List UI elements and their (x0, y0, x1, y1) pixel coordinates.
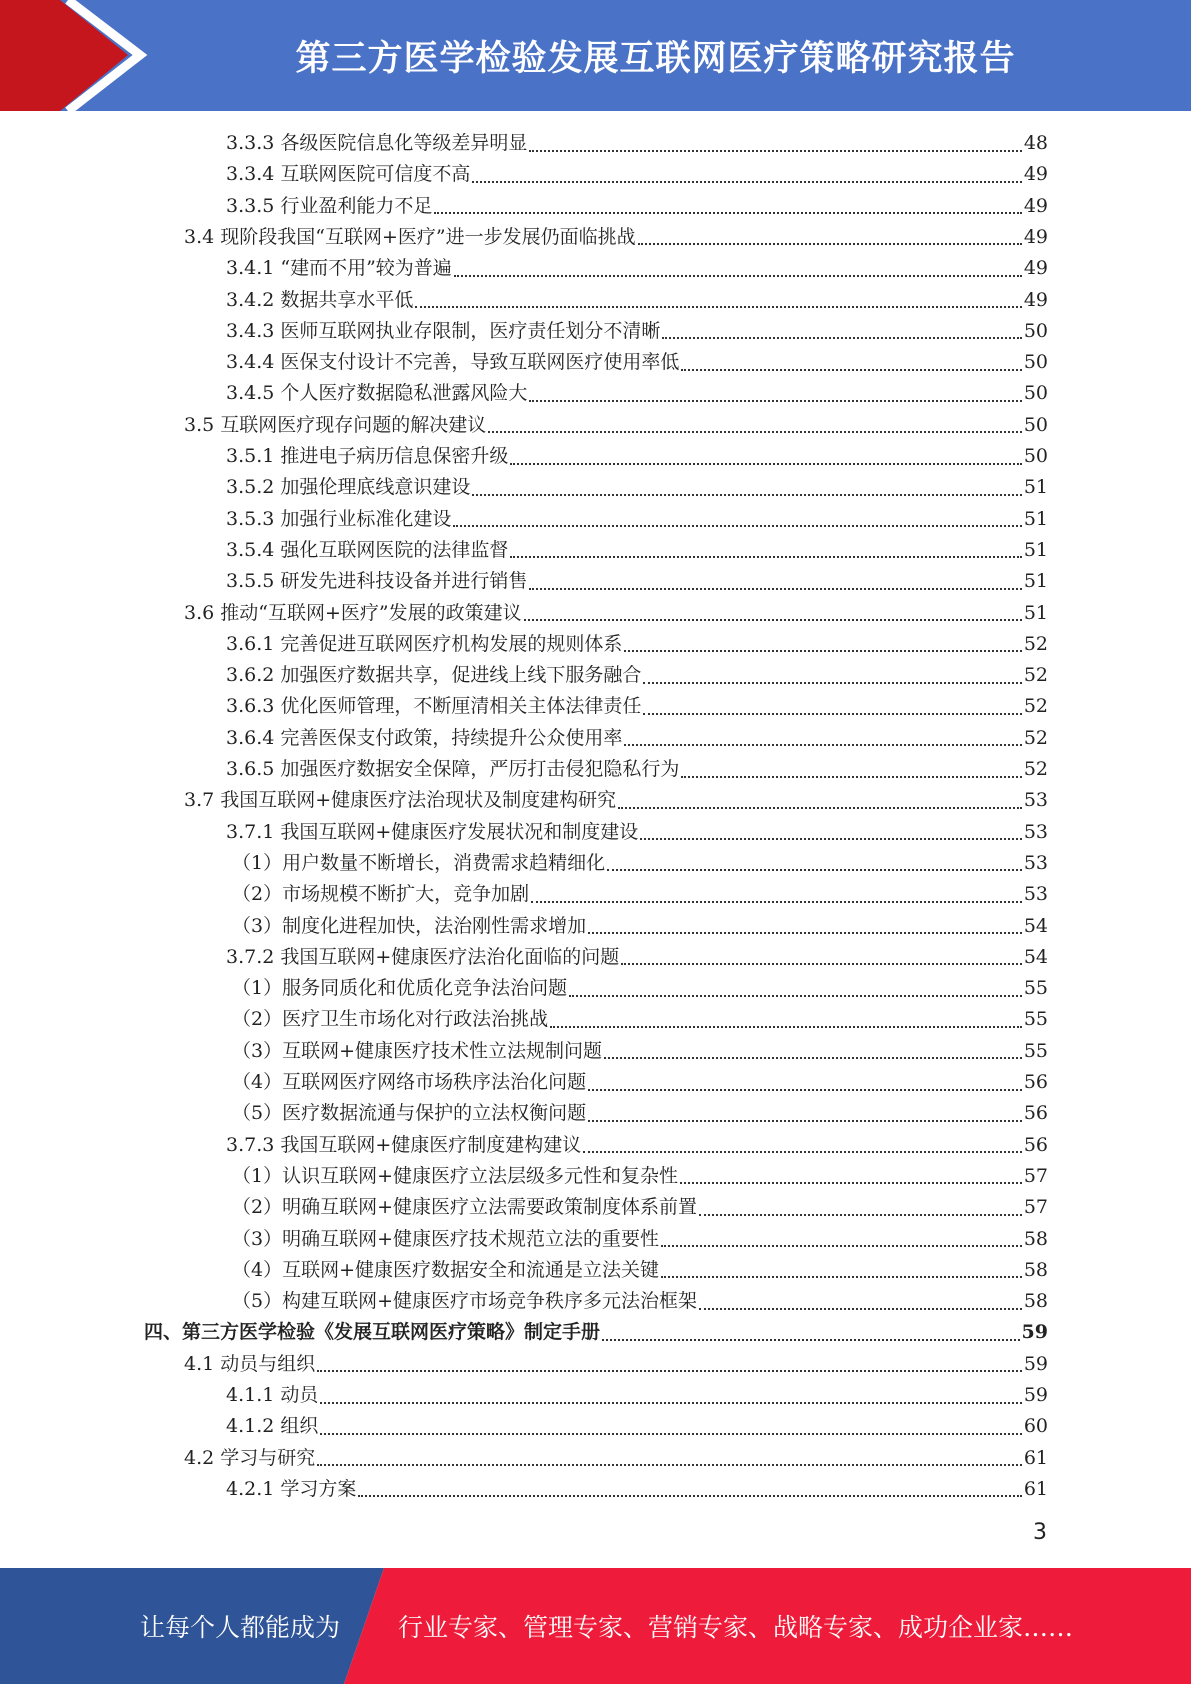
toc-entry[interactable] (232, 1286, 1048, 1317)
toc-entry-page: 48 (1023, 132, 1048, 154)
toc-dot-leader (588, 1089, 1022, 1091)
toc-entry[interactable] (226, 691, 1048, 722)
toc-entry-page: 49 (1023, 288, 1048, 311)
toc-dot-leader (681, 776, 1021, 778)
toc-entry-title: 3.7.2 我国互联网+健康医疗法治化面临的问题 (226, 945, 620, 968)
toc-dot-leader (643, 713, 1021, 715)
toc-entry-page: 49 (1023, 194, 1048, 217)
toc-entry[interactable] (232, 1255, 1048, 1286)
toc-entry-page: 57 (1023, 1196, 1048, 1219)
toc-dot-leader (638, 243, 1022, 245)
toc-entry[interactable] (232, 879, 1048, 910)
toc-entry-title: 3.5.5 研发先进科技设备并进行销售 (226, 570, 528, 593)
toc-entry[interactable] (232, 1192, 1048, 1223)
toc-entry-page: 60 (1023, 1415, 1048, 1438)
toc-entry-title: 4.2 学习与研究 (184, 1446, 316, 1469)
toc-dot-leader (317, 1370, 1022, 1372)
toc-entry-page: 56 (1023, 1133, 1048, 1156)
toc-entry-page: 53 (1023, 820, 1048, 843)
toc-entry-page: 54 (1023, 914, 1048, 937)
toc-entry-title: （3）互联网+健康医疗技术性立法规制问题 (232, 1039, 603, 1062)
toc-entry[interactable] (184, 598, 1048, 629)
toc-entry-title: 3.7.1 我国互联网+健康医疗发展状况和制度建设 (226, 820, 639, 843)
toc-entry-title: （2）市场规模不断扩大，竞争加剧 (232, 883, 530, 906)
toc-dot-leader (529, 150, 1021, 152)
toc-dot-leader (472, 494, 1021, 496)
toc-dot-leader (531, 901, 1022, 903)
toc-entry[interactable] (226, 472, 1048, 503)
toc-entry-title: 3.4.2 数据共享水平低 (226, 288, 414, 311)
toc-entry[interactable] (226, 629, 1048, 660)
toc-dot-leader (602, 1339, 1020, 1341)
toc-entry-title: 4.1.2 组织 (226, 1415, 319, 1438)
toc-entry[interactable] (226, 754, 1048, 785)
toc-entry[interactable] (184, 1443, 1048, 1474)
toc-dot-leader (569, 995, 1022, 997)
toc-entry-page: 52 (1023, 664, 1048, 687)
toc-entry-title: （3）明确互联网+健康医疗技术规范立法的重要性 (232, 1227, 660, 1250)
toc-entry[interactable] (226, 159, 1048, 190)
toc-entry-title: （1）用户数量不断增长，消费需求趋精细化 (232, 851, 606, 874)
toc-dot-leader (320, 1402, 1021, 1404)
toc-entry[interactable] (232, 1067, 1048, 1098)
toc-entry-title: 4.2.1 学习方案 (226, 1477, 357, 1500)
toc-entry[interactable] (226, 942, 1048, 973)
toc-entry[interactable] (232, 1004, 1048, 1035)
toc-entry-title: 3.3.4 互联网医院可信度不高 (226, 163, 471, 186)
toc-dot-leader (529, 400, 1021, 402)
toc-entry-title: 3.4.5 个人医疗数据隐私泄露风险大 (226, 382, 528, 405)
toc-entry-page: 59 (1021, 1321, 1048, 1344)
toc-entry-title: 3.5.1 推进电子病历信息保密升级 (226, 445, 509, 467)
page-header (0, 0, 1191, 111)
toc-entry-page: 59 (1023, 1384, 1048, 1406)
toc-entry-page: 50 (1023, 445, 1048, 467)
toc-dot-leader (510, 463, 1021, 465)
toc-entry-page: 53 (1023, 851, 1048, 874)
toc-entry-page: 49 (1023, 257, 1048, 280)
toc-dot-leader (524, 619, 1022, 621)
toc-entry[interactable] (226, 316, 1048, 347)
toc-entry-page: 52 (1023, 695, 1048, 718)
document-title: 第三方医学检验发展互联网医疗策略研究报告 (295, 38, 1016, 79)
toc-entry[interactable] (184, 410, 1048, 441)
toc-entry[interactable] (184, 222, 1048, 253)
footer-slogan-right: 行业专家、管理专家、营销专家、战略专家、成功企业家…… (398, 1613, 1074, 1642)
toc-entry[interactable] (226, 128, 1048, 159)
toc-entry[interactable] (232, 1098, 1048, 1129)
toc-entry-page: 51 (1023, 476, 1048, 499)
toc-dot-leader (434, 212, 1021, 214)
toc-entry[interactable] (226, 723, 1048, 754)
toc-entry[interactable] (226, 1130, 1048, 1161)
toc-entry-title: 3.6.1 完善促进互联网医疗机构发展的规则体系 (226, 632, 623, 655)
toc-dot-leader (661, 1245, 1022, 1247)
toc-dot-leader (488, 431, 1022, 433)
toc-entry[interactable] (226, 441, 1048, 472)
toc-dot-leader (643, 682, 1021, 684)
toc-dot-leader (621, 963, 1022, 965)
toc-dot-leader (607, 869, 1022, 871)
toc-entry[interactable] (226, 1411, 1048, 1442)
toc-entry-page: 51 (1023, 507, 1048, 530)
toc-entry-page: 52 (1023, 632, 1048, 655)
toc-entry-page: 50 (1023, 382, 1048, 405)
toc-entry-title: 3.6.4 完善医保支付政策，持续提升公众使用率 (226, 726, 623, 749)
toc-entry-page: 49 (1023, 225, 1048, 248)
toc-entry[interactable] (226, 566, 1048, 597)
toc-entry-page: 56 (1023, 1071, 1048, 1093)
toc-entry-title: 3.5 互联网医疗现存问题的解决建议 (184, 413, 487, 436)
toc-entry-title: （5）构建互联网+健康医疗市场竞争秩序多元法治框架 (232, 1290, 698, 1313)
toc-entry-page: 56 (1023, 1102, 1048, 1125)
toc-entry[interactable] (184, 1349, 1048, 1380)
toc-entry[interactable] (232, 1224, 1048, 1255)
toc-entry-page: 50 (1023, 413, 1048, 436)
toc-entry-page: 58 (1023, 1227, 1048, 1250)
toc-dot-leader (680, 1182, 1022, 1184)
toc-dot-leader (317, 1464, 1022, 1466)
toc-entry-title: 3.6.5 加强医疗数据安全保障，严厉打击侵犯隐私行为 (226, 758, 680, 780)
toc-dot-leader (618, 807, 1022, 809)
toc-entry-title: 3.7.3 我国互联网+健康医疗制度建构建议 (226, 1133, 582, 1156)
toc-entry-page: 54 (1023, 945, 1048, 968)
toc-entry[interactable] (226, 1474, 1048, 1505)
toc-dot-leader (529, 588, 1021, 590)
toc-entry-page: 52 (1023, 726, 1048, 749)
toc-entry[interactable] (226, 285, 1048, 316)
toc-dot-leader (662, 337, 1021, 339)
toc-entry-title: 3.6 推动“互联网+医疗”发展的政策建议 (184, 601, 522, 624)
page-number: 3 (1033, 1520, 1047, 1545)
toc-entry-page: 51 (1023, 570, 1048, 593)
toc-entry-page: 58 (1023, 1290, 1048, 1313)
toc-entry-page: 59 (1023, 1352, 1048, 1375)
footer-slogan-left: 让每个人都能成为 (140, 1613, 341, 1642)
toc-entry-title: （5）医疗数据流通与保护的立法权衡问题 (232, 1102, 587, 1125)
toc-entry-page: 51 (1023, 538, 1048, 561)
toc-dot-leader (604, 1057, 1022, 1059)
toc-entry-title: 3.4.3 医师互联网执业存限制，医疗责任划分不清晰 (226, 319, 661, 342)
toc-entry-page: 55 (1023, 977, 1048, 1000)
toc-entry[interactable] (232, 1161, 1048, 1192)
toc-entry[interactable] (226, 535, 1048, 566)
toc-entry-title: 4.1 动员与组织 (184, 1352, 316, 1375)
toc-entry-title: 3.7 我国互联网+健康医疗法治现状及制度建构研究 (184, 789, 617, 812)
toc-entry[interactable] (226, 347, 1048, 378)
toc-entry[interactable] (232, 1036, 1048, 1067)
toc-entry-title: 3.3.3 各级医院信息化等级差异明显 (226, 132, 528, 154)
toc-dot-leader (624, 650, 1021, 652)
toc-dot-leader (510, 556, 1021, 558)
toc-entry-title: （1）认识互联网+健康医疗立法层级多元性和复杂性 (232, 1164, 679, 1187)
toc-entry-title: （2）明确互联网+健康医疗立法需要政策制度体系前置 (232, 1196, 698, 1219)
toc-dot-leader (472, 181, 1021, 183)
toc-entry[interactable] (232, 848, 1048, 879)
toc-entry-page: 50 (1023, 319, 1048, 342)
toc-dot-leader (358, 1495, 1021, 1497)
toc-entry[interactable] (232, 973, 1048, 1004)
toc-entry-title: 4.1.1 动员 (226, 1384, 319, 1406)
toc-dot-leader (550, 1026, 1022, 1028)
toc-dot-leader (624, 744, 1021, 746)
toc-dot-leader (640, 838, 1022, 840)
toc-entry-title: 3.4 现阶段我国“互联网+医疗”进一步发展仍面临挑战 (184, 225, 636, 248)
toc-entry-page: 49 (1023, 163, 1048, 186)
toc-entry-page: 55 (1023, 1008, 1048, 1031)
toc-entry[interactable] (226, 817, 1048, 848)
toc-entry-title: 四、第三方医学检验《发展互联网医疗策略》制定手册 (144, 1321, 601, 1344)
toc-entry-page: 57 (1023, 1164, 1048, 1187)
toc-entry-title: （4）互联网+健康医疗数据安全和流通是立法关键 (232, 1258, 660, 1281)
toc-entry-title: 3.6.3 优化医师管理，不断厘清相关主体法律责任 (226, 695, 642, 718)
toc-entry[interactable] (184, 785, 1048, 816)
toc-entry-page: 50 (1023, 351, 1048, 374)
toc-entry-title: 3.3.5 行业盈利能力不足 (226, 194, 433, 217)
page-footer (0, 1568, 1191, 1684)
toc-entry-title: 3.4.4 医保支付设计不完善，导致互联网医疗使用率低 (226, 351, 680, 374)
toc-entry[interactable] (226, 504, 1048, 535)
toc-entry-page: 52 (1023, 758, 1048, 780)
toc-entry-page: 51 (1023, 601, 1048, 624)
toc-entry-title: 3.6.2 加强医疗数据共享，促进线上线下服务融合 (226, 664, 642, 687)
toc-entry-title: （1）服务同质化和优质化竞争法治问题 (232, 977, 568, 1000)
toc-entry-title: 3.5.4 强化互联网医院的法律监督 (226, 538, 509, 561)
toc-dot-leader (661, 1276, 1022, 1278)
toc-entry-page: 61 (1023, 1446, 1048, 1469)
toc-dot-leader (588, 932, 1022, 934)
toc-dot-leader (454, 275, 1022, 277)
toc-entry[interactable] (226, 660, 1048, 691)
toc-dot-leader (453, 525, 1021, 527)
toc-entry[interactable] (144, 1317, 1048, 1348)
toc-dot-leader (588, 1120, 1022, 1122)
toc-dot-leader (699, 1308, 1022, 1310)
toc-dot-leader (699, 1214, 1022, 1216)
toc-entry-page: 55 (1023, 1039, 1048, 1062)
toc-entry-page: 53 (1023, 789, 1048, 812)
toc-dot-leader (583, 1151, 1022, 1153)
toc-entry-title: （2）医疗卫生市场化对行政法治挑战 (232, 1008, 549, 1031)
toc-dot-leader (415, 306, 1021, 308)
toc-entry[interactable] (226, 253, 1048, 284)
toc-dot-leader (320, 1433, 1021, 1435)
toc-dot-leader (681, 369, 1021, 371)
toc-entry-title: （4）互联网医疗网络市场秩序法治化问题 (232, 1071, 587, 1093)
toc-entry-title: 3.5.2 加强伦理底线意识建设 (226, 476, 471, 499)
toc-entry-page: 53 (1023, 883, 1048, 906)
toc-entry[interactable] (226, 191, 1048, 222)
toc-entry[interactable] (232, 911, 1048, 942)
toc-entry-page: 58 (1023, 1258, 1048, 1281)
toc-entry-title: （3）制度化进程加快，法治刚性需求增加 (232, 914, 587, 937)
toc-entry-title: 3.4.1 “建而不用”较为普遍 (226, 257, 452, 280)
toc-entry-title: 3.5.3 加强行业标准化建设 (226, 507, 452, 530)
toc-entry[interactable] (226, 378, 1048, 409)
toc-entry-page: 61 (1023, 1477, 1048, 1500)
toc-entry[interactable] (226, 1380, 1048, 1411)
